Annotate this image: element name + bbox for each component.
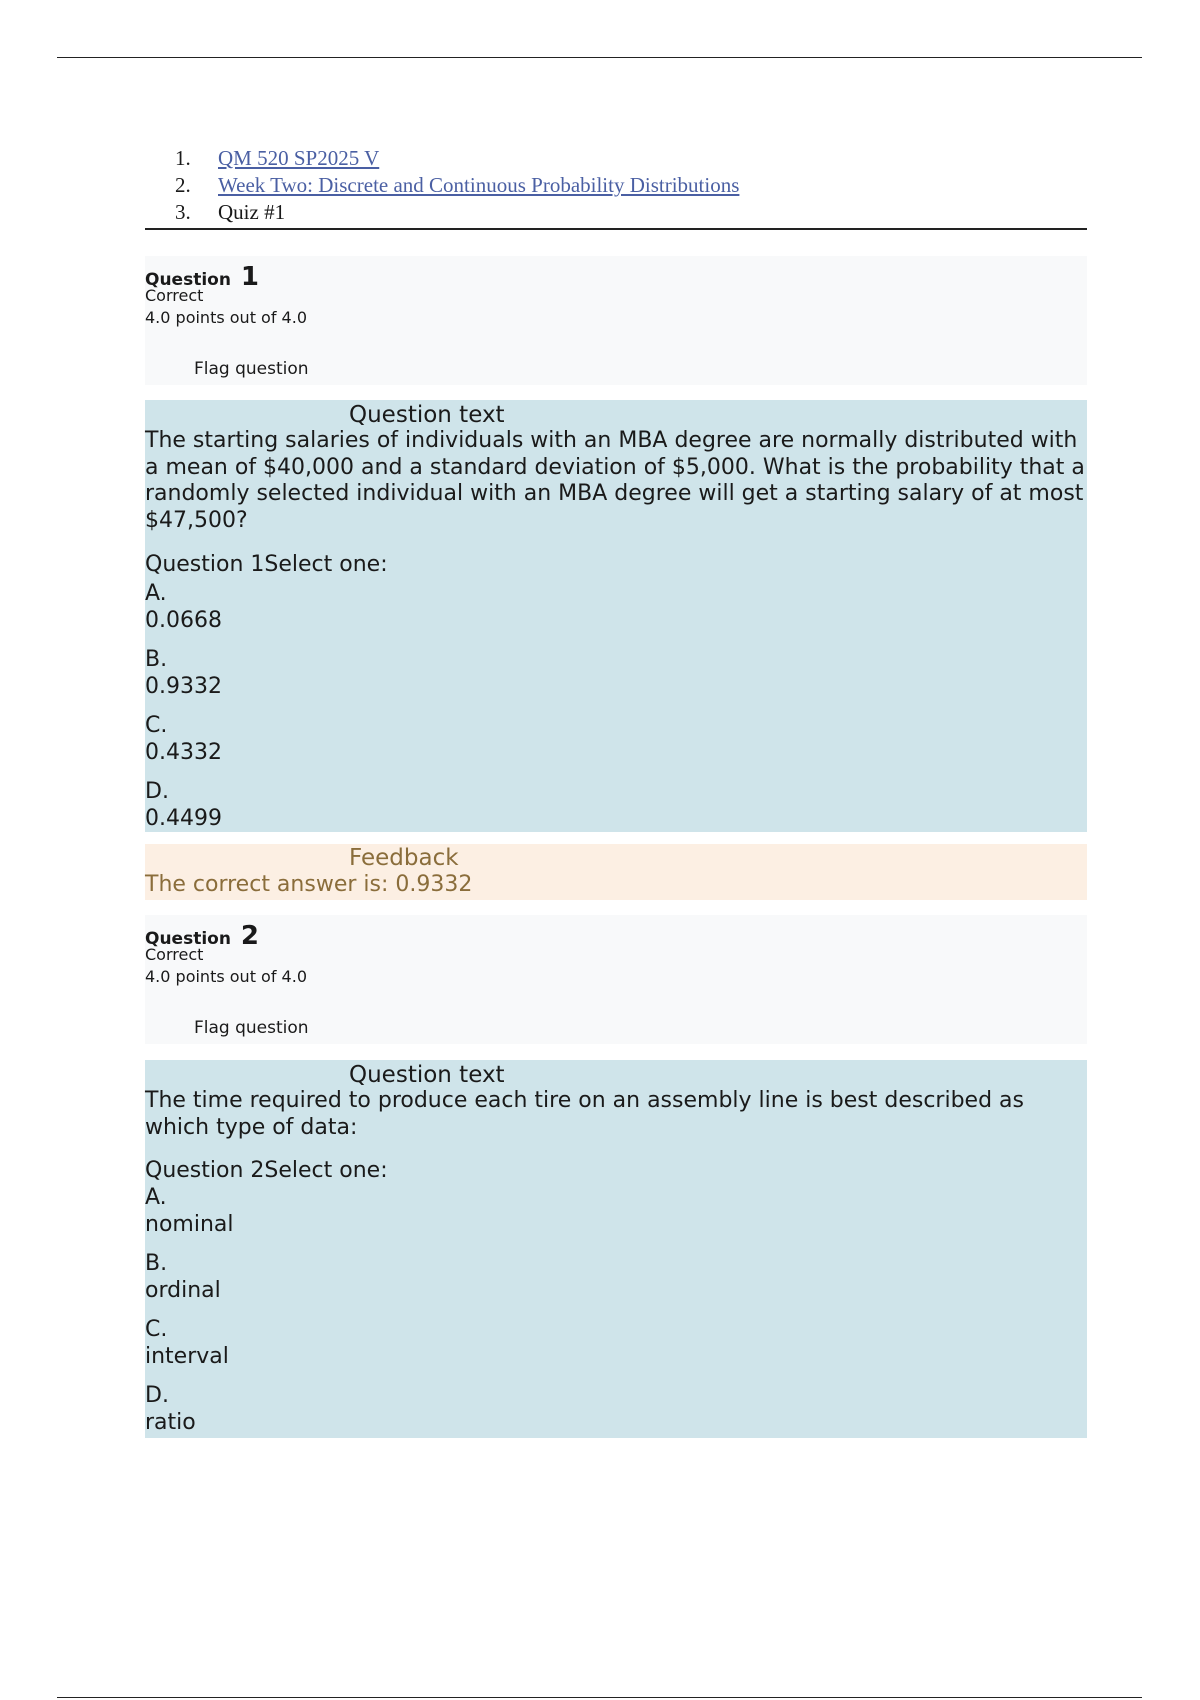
bottom-divider (57, 1697, 1142, 1698)
question-text: The time required to produce each tire on an assembly line is best described as which type of data: (145, 1088, 1024, 1140)
question-state: Correct (145, 286, 204, 305)
breadcrumb-link-course[interactable]: QM 520 SP2025 V (218, 146, 380, 170)
answer-text: ratio (145, 1410, 196, 1435)
answer-option-c[interactable] (145, 712, 222, 766)
breadcrumb-number: 1. (175, 146, 191, 170)
answer-letter: B. (145, 1251, 168, 1276)
question-number: 2 (240, 921, 259, 951)
answer-option-d[interactable] (145, 778, 222, 832)
answer-letter: C. (145, 713, 168, 738)
breadcrumb-number: 3. (175, 200, 191, 224)
question-number: 1 (240, 262, 259, 292)
answer-letter: A. (145, 1185, 167, 1210)
question-2-content (145, 1060, 1087, 1438)
question-text: The starting salaries of individuals with an MBA degree are normally distributed with a mean of $40,000 and a standard deviation of $5,000. What is the probability that a randomly selected individual with an MBA degree will get a starting salary of at most $47,500? (145, 428, 1085, 533)
breadcrumb (175, 145, 1085, 226)
feedback-label: Feedback (349, 845, 459, 871)
breadcrumb-number: 2. (175, 173, 191, 197)
question-heading-label: Question (145, 929, 231, 949)
breadcrumb-divider (145, 228, 1087, 230)
breadcrumb-current: Quiz #1 (218, 200, 286, 224)
select-one-prompt: Question 1Select one: (145, 552, 388, 577)
breadcrumb-link-week[interactable]: Week Two: Discrete and Continuous Probability Distributions (218, 173, 740, 197)
feedback-text: The correct answer is: 0.9332 (145, 872, 473, 897)
breadcrumb-item-course (175, 145, 1085, 172)
answer-letter: C. (145, 1317, 168, 1342)
answer-text: 0.4499 (145, 806, 222, 831)
answer-text: nominal (145, 1212, 234, 1237)
answer-text: 0.0668 (145, 608, 222, 633)
answer-option-c[interactable] (145, 1316, 229, 1370)
question-heading-label: Question (145, 270, 231, 290)
answer-option-a[interactable] (145, 580, 222, 634)
top-divider (57, 57, 1142, 58)
answer-text: interval (145, 1344, 229, 1369)
question-1-content (145, 400, 1087, 832)
answer-text: 0.4332 (145, 740, 222, 765)
question-2-info (145, 915, 1087, 1044)
answer-text: ordinal (145, 1278, 221, 1303)
answer-option-a[interactable] (145, 1184, 233, 1238)
answer-option-b[interactable] (145, 1250, 221, 1304)
answer-option-b[interactable] (145, 646, 222, 700)
question-1-info (145, 256, 1087, 385)
answer-option-d[interactable] (145, 1382, 196, 1436)
answer-letter: D. (145, 1383, 169, 1408)
flag-question-button[interactable]: Flag question (194, 1018, 309, 1038)
breadcrumb-item-week (175, 172, 1085, 199)
flag-question-button[interactable]: Flag question (194, 359, 309, 379)
answer-letter: A. (145, 581, 167, 606)
question-1-feedback (145, 844, 1087, 900)
question-state: Correct (145, 945, 204, 964)
answer-letter: D. (145, 779, 169, 804)
question-text-label: Question text (349, 402, 505, 428)
select-one-prompt: Question 2Select one: (145, 1158, 388, 1183)
breadcrumb-item-quiz (175, 199, 1085, 226)
question-grade: 4.0 points out of 4.0 (145, 308, 307, 327)
question-grade: 4.0 points out of 4.0 (145, 967, 307, 986)
answer-text: 0.9332 (145, 674, 222, 699)
question-text-label: Question text (349, 1062, 505, 1088)
answer-letter: B. (145, 647, 168, 672)
